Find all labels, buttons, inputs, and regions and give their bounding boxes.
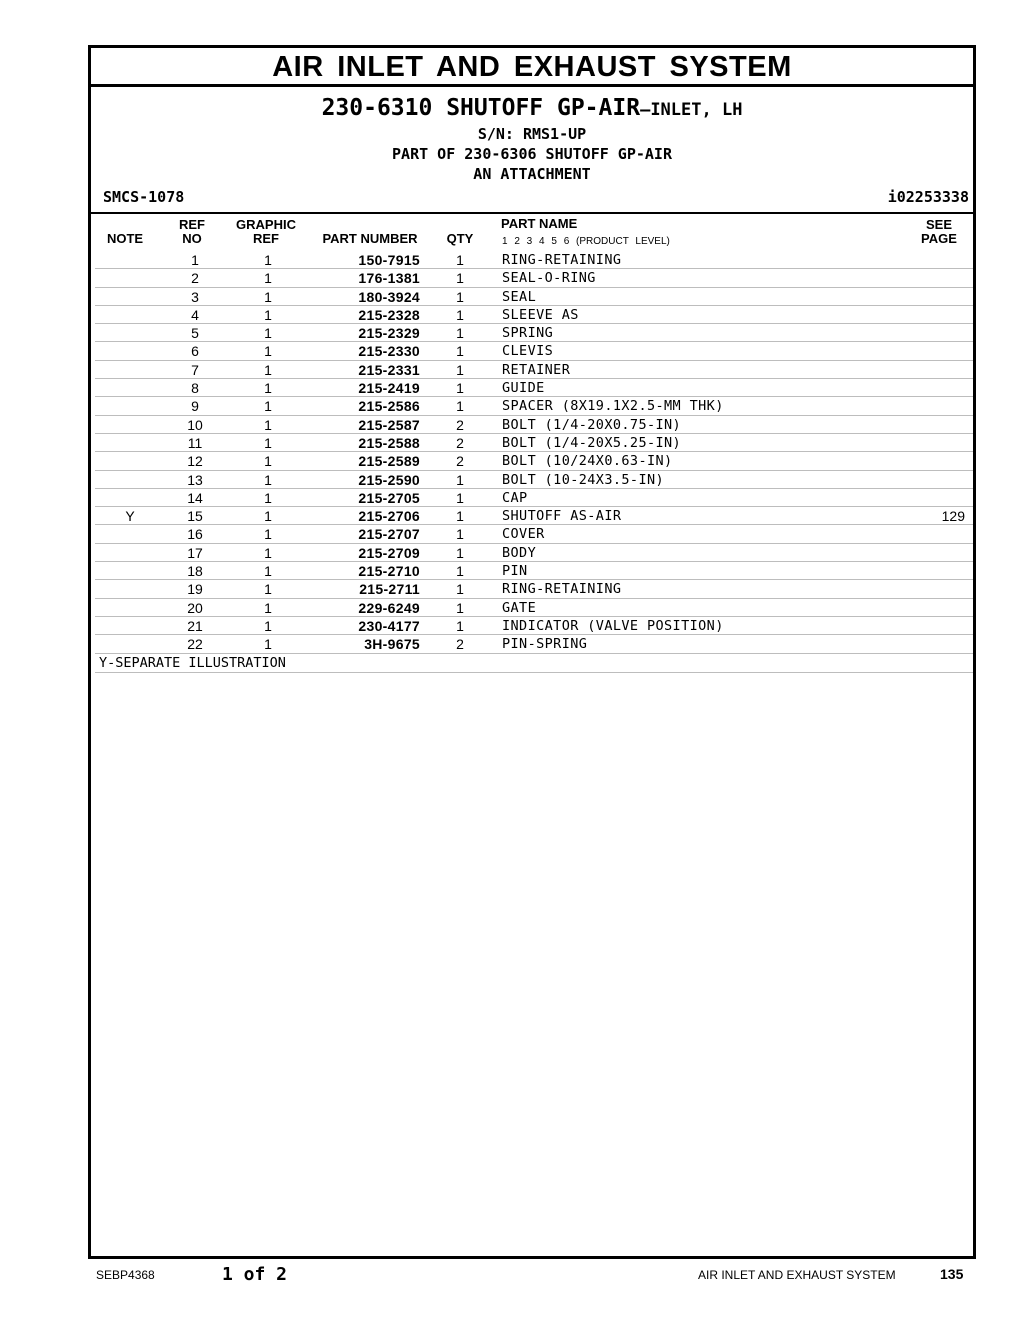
graphic-ref-cell: 1 — [264, 434, 272, 451]
part-name-cell: SHUTOFF AS-AIR — [502, 508, 622, 525]
ref-no-cell: 3 — [191, 288, 199, 305]
part-number-cell: 215-2329 — [358, 325, 420, 342]
part-number-cell: 215-2705 — [358, 489, 420, 506]
ref-no-cell: 15 — [187, 508, 203, 525]
part-number-cell: 215-2588 — [358, 434, 420, 451]
qty-header: QTY — [446, 231, 474, 246]
qty-cell: 2 — [456, 416, 464, 433]
see-header-top: SEE — [925, 217, 952, 232]
part-number-cell: 215-2590 — [358, 471, 420, 488]
qty-cell: 1 — [456, 489, 464, 506]
table-row — [95, 471, 973, 489]
qty-cell: 2 — [456, 636, 464, 653]
ref-no-cell: 18 — [187, 563, 203, 580]
qty-cell: 1 — [456, 288, 464, 305]
graphic-header-bottom: REF — [253, 231, 279, 246]
ref-no-cell: 2 — [191, 270, 199, 287]
graphic-ref-cell: 1 — [264, 489, 272, 506]
note-header: NOTE — [106, 231, 144, 246]
ref-no-cell: 16 — [187, 526, 203, 543]
graphic-ref-cell: 1 — [264, 636, 272, 653]
part-number-cell: 215-2706 — [358, 508, 420, 525]
qty-cell: 1 — [456, 270, 464, 287]
part-number-cell: 215-2589 — [358, 453, 420, 470]
part-name-cell: PIN-SPRING — [502, 636, 588, 653]
see-header-bottom: PAGE — [921, 231, 957, 246]
part-name-cell: SPACER (8X19.1X2.5-MM THK) — [502, 398, 724, 415]
ref-no-cell: 12 — [187, 453, 203, 470]
graphic-ref-cell: 1 — [264, 270, 272, 287]
table-row — [95, 544, 973, 562]
part-number-cell: 230-4177 — [358, 617, 420, 634]
graphic-ref-cell: 1 — [264, 563, 272, 580]
table-row — [95, 635, 973, 653]
parts-page-frame — [88, 45, 976, 1259]
part-name-cell: GATE — [502, 599, 537, 616]
product-level-header: 1 2 3 4 5 6 (PRODUCT LEVEL) — [502, 236, 670, 247]
qty-cell: 2 — [456, 453, 464, 470]
part-number-cell: 215-2330 — [358, 343, 420, 360]
ref-no-cell: 17 — [187, 544, 203, 561]
qty-cell: 1 — [456, 325, 464, 342]
qty-cell: 1 — [456, 544, 464, 561]
qty-cell: 1 — [456, 252, 464, 268]
table-row — [95, 580, 973, 598]
graphic-ref-cell: 1 — [264, 306, 272, 323]
serial-range: S/N: RMS1-UP — [477, 125, 587, 143]
graphic-ref-cell: 1 — [264, 544, 272, 561]
table-row — [95, 269, 973, 287]
part-name-cell: BODY — [502, 544, 537, 561]
part-number-cell: 176-1381 — [358, 270, 420, 287]
part-name-cell: RETAINER — [502, 361, 571, 378]
page-number: 135 — [940, 1266, 964, 1282]
ref-no-cell: 5 — [191, 325, 199, 342]
graphic-ref-cell: 1 — [264, 325, 272, 342]
graphic-ref-cell: 1 — [264, 508, 272, 525]
part-name-cell: CAP — [502, 489, 528, 506]
table-row — [95, 507, 973, 525]
parts-table — [95, 251, 973, 673]
part-name-cell: INDICATOR (VALVE POSITION) — [502, 617, 724, 634]
qty-cell: 1 — [456, 343, 464, 360]
table-row — [95, 342, 973, 360]
ref-no-cell: 7 — [191, 361, 199, 378]
attachment-line: AN ATTACHMENT — [473, 165, 591, 183]
group-suffix: —INLET, LH — [640, 100, 743, 120]
graphic-ref-cell: 1 — [264, 453, 272, 470]
ref-no-cell: 10 — [187, 416, 203, 433]
part-name-cell: BOLT (10/24X0.63-IN) — [502, 453, 673, 470]
part-name-header: PART NAME — [501, 216, 578, 231]
graphic-ref-cell: 1 — [264, 581, 272, 598]
footer-section: AIR INLET AND EXHAUST SYSTEM — [698, 1268, 896, 1282]
part-number-cell: 3H-9675 — [364, 636, 420, 653]
table-row — [95, 617, 973, 635]
ref-no-cell: 9 — [191, 398, 199, 415]
part-name-cell: SPRING — [502, 325, 554, 342]
ref-header-top: REF — [179, 217, 205, 232]
part-number-cell: 215-2419 — [358, 380, 420, 397]
graphic-ref-cell: 1 — [264, 526, 272, 543]
group-number: 230-6310 — [321, 95, 433, 121]
group-header — [91, 94, 973, 184]
part-number-cell: 150-7915 — [358, 252, 420, 268]
part-name-cell: GUIDE — [502, 380, 545, 397]
part-number-cell: 229-6249 — [358, 599, 420, 616]
table-row — [95, 525, 973, 543]
table-row — [95, 489, 973, 507]
table-row — [95, 452, 973, 470]
part-number-cell: 180-3924 — [358, 288, 420, 305]
graphic-ref-cell: 1 — [264, 617, 272, 634]
ref-no-cell: 11 — [187, 434, 203, 451]
graphic-ref-cell: 1 — [264, 252, 272, 268]
qty-cell: 1 — [456, 526, 464, 543]
part-name-cell: SEAL — [502, 288, 537, 305]
document-id: SEBP4368 — [96, 1268, 155, 1282]
group-name: SHUTOFF GP-AIR — [446, 95, 641, 121]
graphic-ref-cell: 1 — [264, 288, 272, 305]
column-headers — [91, 212, 973, 251]
ref-no-cell: 6 — [191, 343, 199, 360]
table-row — [95, 416, 973, 434]
graphic-ref-cell: 1 — [264, 599, 272, 616]
footnote-text: Y-SEPARATE ILLUSTRATION — [99, 654, 286, 671]
qty-cell: 1 — [456, 508, 464, 525]
part-name-cell: BOLT (1/4-20X5.25-IN) — [502, 434, 682, 451]
group-title — [91, 94, 973, 124]
part-number-cell: 215-2328 — [358, 306, 420, 323]
part-number-cell: 215-2710 — [358, 563, 420, 580]
graphic-ref-cell: 1 — [264, 380, 272, 397]
ref-no-cell: 13 — [187, 471, 203, 488]
part-name-cell: BOLT (1/4-20X0.75-IN) — [502, 416, 682, 433]
qty-cell: 1 — [456, 471, 464, 488]
ref-no-cell: 22 — [187, 636, 203, 653]
graphic-ref-cell: 1 — [264, 343, 272, 360]
part-number-cell: 215-2707 — [358, 526, 420, 543]
qty-cell: 1 — [456, 398, 464, 415]
smcs-code: SMCS-1078 — [103, 188, 185, 206]
table-row — [95, 397, 973, 415]
table-row — [95, 324, 973, 342]
ref-no-cell: 14 — [187, 489, 203, 506]
part-name-cell: RING-RETAINING — [502, 252, 622, 268]
part-number-cell: 215-2709 — [358, 544, 420, 561]
see-page-cell: 129 — [941, 508, 965, 525]
qty-cell: 1 — [456, 581, 464, 598]
qty-cell: 1 — [456, 380, 464, 397]
illustration-id: i02253338 — [887, 188, 969, 206]
graphic-ref-cell: 1 — [264, 361, 272, 378]
graphic-ref-cell: 1 — [264, 398, 272, 415]
ref-no-cell: 1 — [191, 252, 199, 268]
table-row — [95, 434, 973, 452]
part-name-cell: PIN — [502, 563, 528, 580]
qty-cell: 1 — [456, 563, 464, 580]
part-number-cell: 215-2587 — [358, 416, 420, 433]
ref-no-cell: 19 — [187, 581, 203, 598]
qty-cell: 1 — [456, 617, 464, 634]
ref-no-cell: 4 — [191, 306, 199, 323]
ref-no-cell: 21 — [187, 617, 203, 634]
part-name-cell: BOLT (10-24X3.5-IN) — [502, 471, 665, 488]
qty-cell: 2 — [456, 434, 464, 451]
part-name-cell: COVER — [502, 526, 545, 543]
qty-cell: 1 — [456, 306, 464, 323]
qty-cell: 1 — [456, 361, 464, 378]
page-of: 1 of 2 — [222, 1264, 288, 1285]
graphic-ref-cell: 1 — [264, 471, 272, 488]
ref-no-cell: 8 — [191, 380, 199, 397]
part-number-cell: 215-2331 — [358, 361, 420, 378]
part-name-cell: SLEEVE AS — [502, 306, 579, 323]
table-row — [95, 562, 973, 580]
part-name-cell: SEAL-O-RING — [502, 270, 596, 287]
part-name-cell: RING-RETAINING — [502, 581, 622, 598]
table-row — [95, 288, 973, 306]
part-of-line: PART OF 230-6306 SHUTOFF GP-AIR — [392, 145, 672, 163]
table-row — [95, 379, 973, 397]
part-number-cell: 215-2711 — [359, 581, 420, 598]
ref-no-cell: 20 — [187, 599, 203, 616]
page-title: AIR INLET AND EXHAUST SYSTEM — [91, 48, 973, 87]
footnote-row — [95, 654, 973, 673]
qty-cell: 1 — [456, 599, 464, 616]
part-number-header: PART NUMBER — [322, 231, 418, 246]
part-number-cell: 215-2586 — [358, 398, 420, 415]
graphic-header-top: GRAPHIC — [236, 217, 296, 232]
note-cell: Y — [125, 508, 135, 525]
table-row — [95, 251, 973, 269]
part-name-cell: CLEVIS — [502, 343, 554, 360]
ref-header-bottom: NO — [182, 231, 202, 246]
table-row — [95, 599, 973, 617]
table-row — [95, 306, 973, 324]
table-row — [95, 361, 973, 379]
graphic-ref-cell: 1 — [264, 416, 272, 433]
